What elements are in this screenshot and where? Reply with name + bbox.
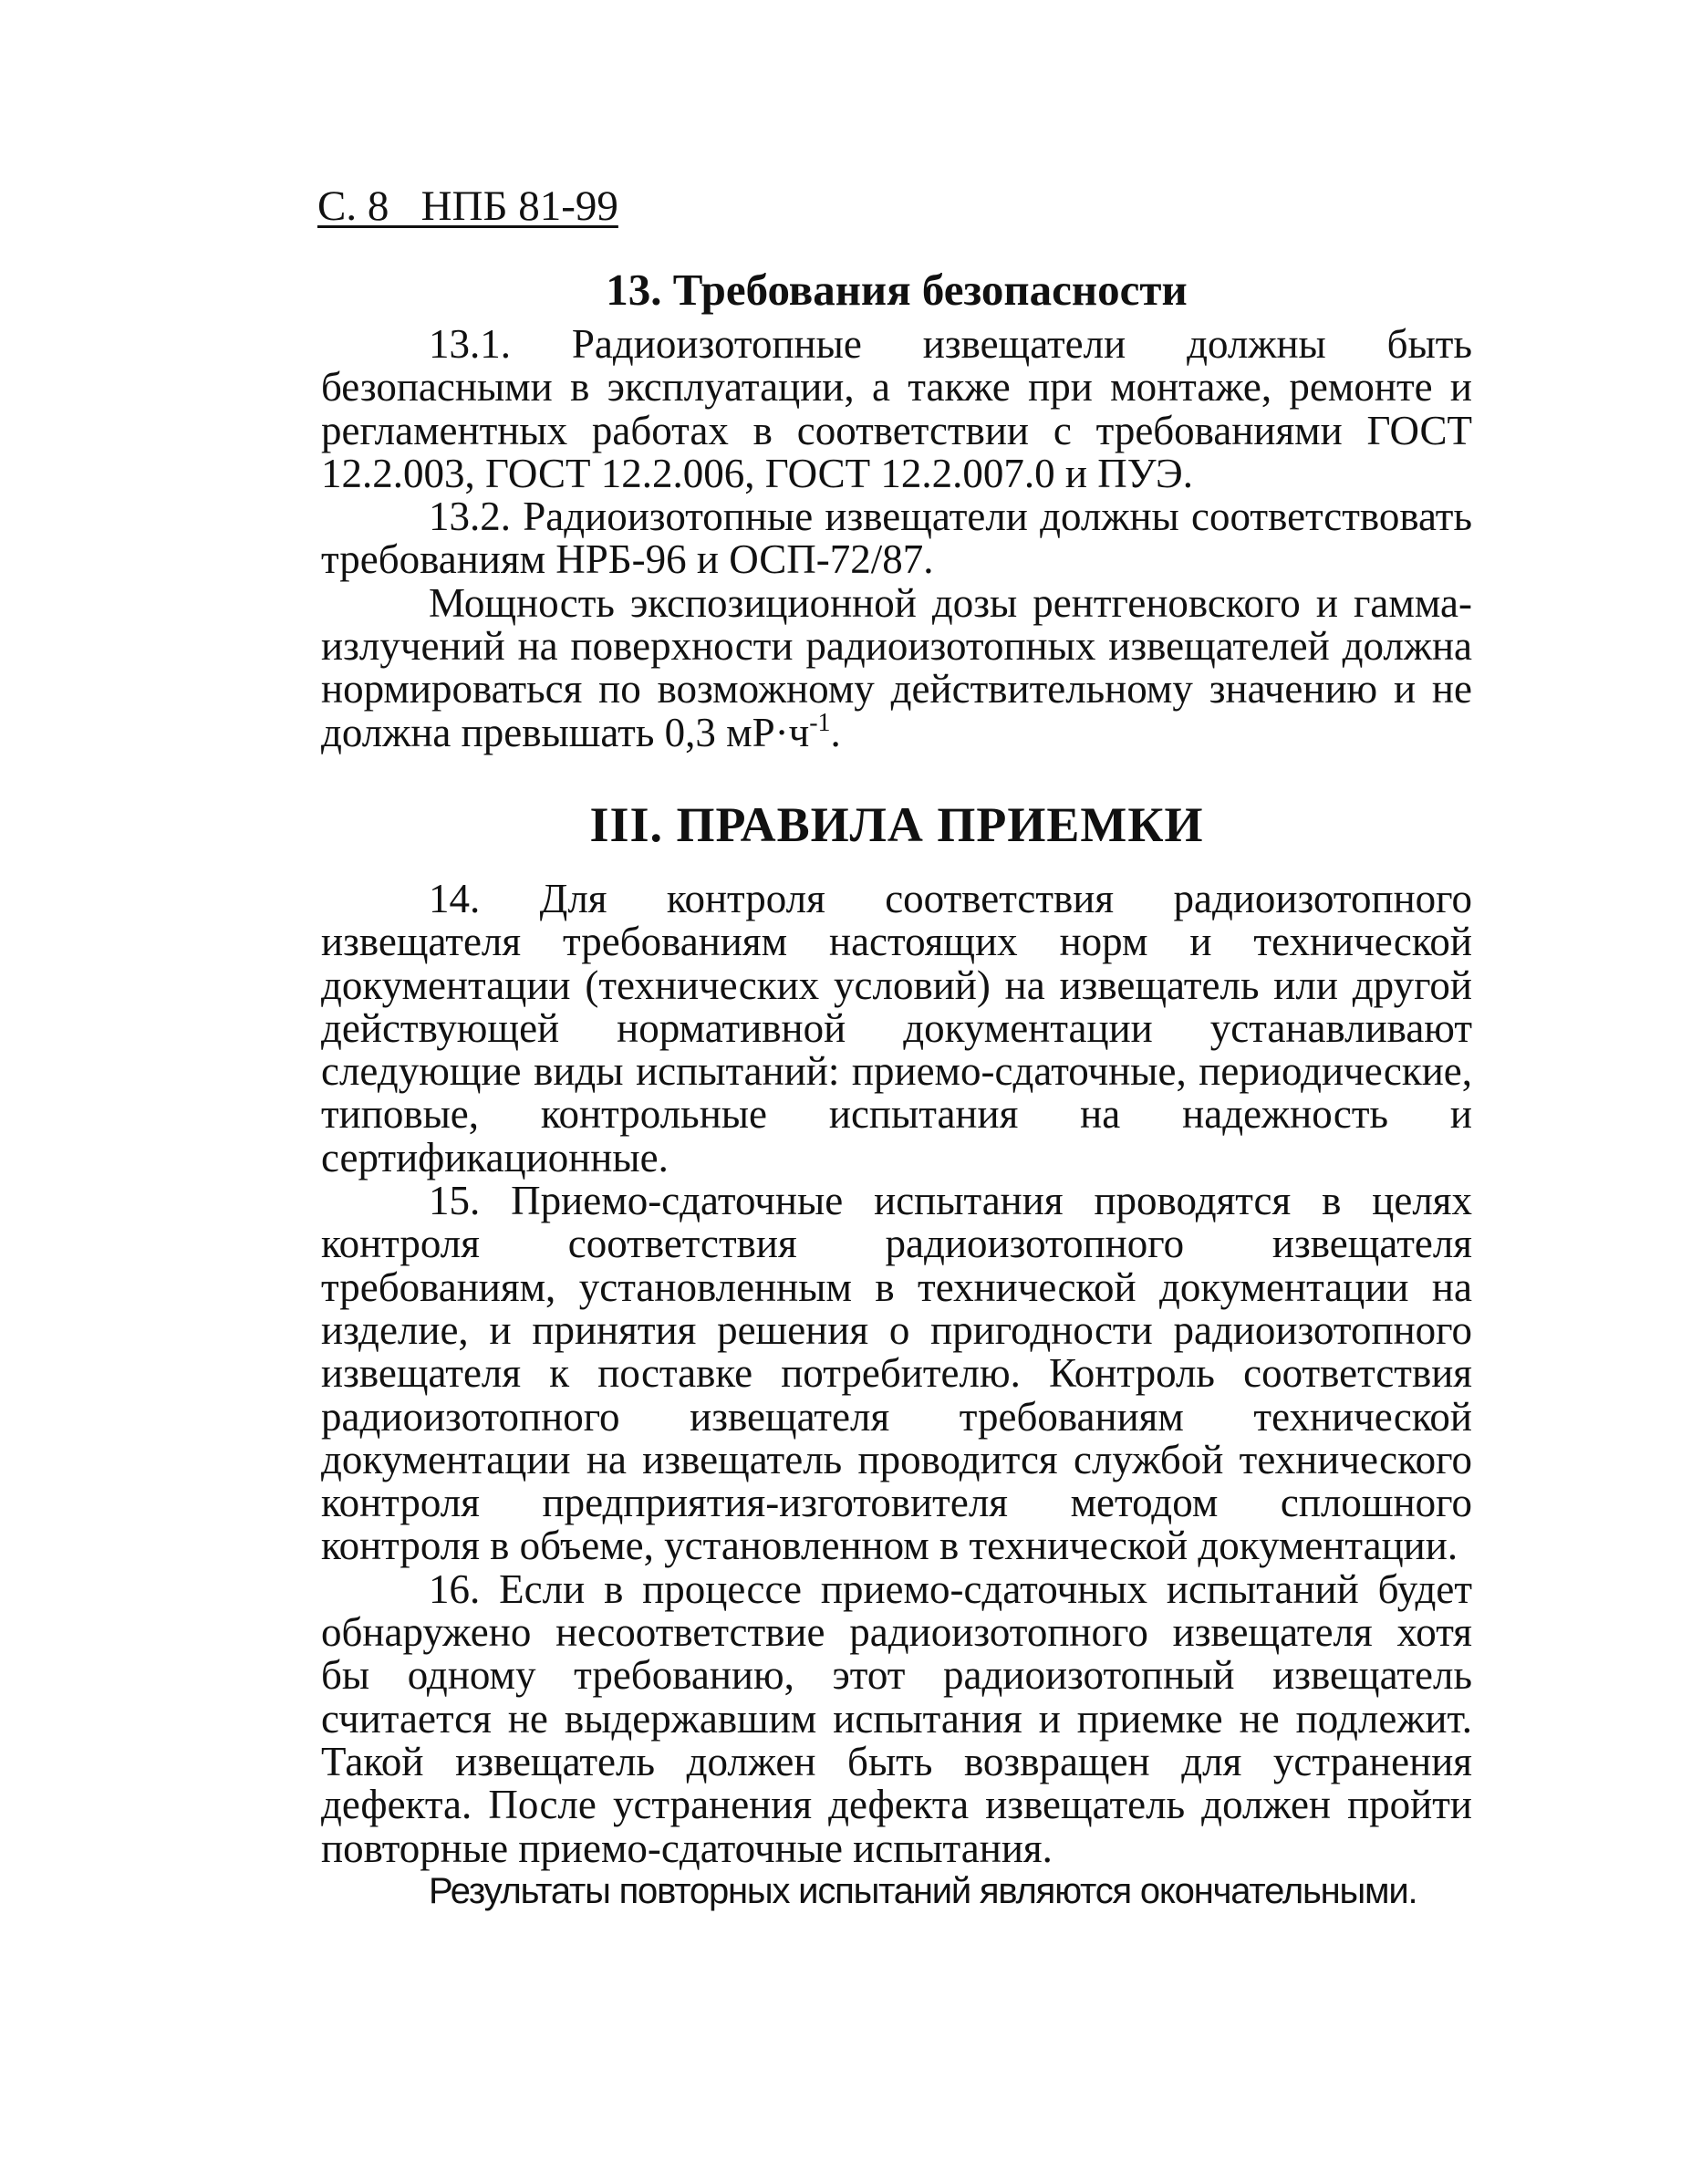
section-3-title: III. ПРАВИЛА ПРИЕМКИ bbox=[589, 797, 1204, 852]
dose-limit-period: . bbox=[830, 709, 841, 755]
paragraph-13-1: 13.1. Радиоизотопные извещатели должны быть безопасными в эксплуатации, а также при монтаже, ремонте и регламентных работах в соответствии с требованиями ГОСТ 12.2.003, ГОСТ 12.2.006, ГОСТ 12.2.007.0 и ПУЭ. bbox=[321, 321, 1472, 496]
section-13-body bbox=[321, 323, 1472, 754]
section-13-title: 13. Требования безопасности bbox=[606, 265, 1188, 315]
paragraph-14: 14. Для контроля соответствия радиоизотопного извещателя требованиям настоящих норм и технической документации (технических условий) на извещатель или другой действующей нормативной документации устанавливают следующие виды испытаний: приемо-сдаточные, периодические, типовые, контрольные испытания на надежность и сертификационные. bbox=[321, 876, 1472, 1180]
paragraph-13-2: 13.2. Радиоизотопные извещатели должны соответствовать требованиям НРБ-96 и ОСП-72/87. bbox=[321, 494, 1472, 583]
page-header: С. 8 НПБ 81-99 bbox=[317, 182, 618, 230]
paragraph-result: Результаты повторных испытаний являются окончательными. bbox=[429, 1870, 1417, 1911]
paragraph-16: 16. Если в процессе приемо-сдаточных испытаний будет обнаружено несоответствие радиоизотопного извещателя хотя бы одному требованию, этот радиоизотопный извещатель считается не выдержавшим испытания и приемке не подлежит. Такой извещатель должен быть возвращен для устранения дефекта. После устранения дефекта извещатель должен пройти повторные приемо-сдаточные испытания. bbox=[321, 1565, 1472, 1871]
paragraph-15: 15. Приемо-сдаточные испытания проводятся в целях контроля соответствия радиоизотопного извещателя требованиям, установленным в технической документации на изделие, и принятия решения о пригодности радиоизотопного извещателя к поставке потребителю. Контроль соответствия радиоизотопного извещателя требованиям технической документации на извещатель проводится службой технического контроля предприятия-изготовителя методом сплошного контроля в объеме, установленном в технической документации. bbox=[321, 1178, 1472, 1569]
section-3-body bbox=[321, 878, 1472, 1913]
dose-limit-exponent: -1 bbox=[809, 708, 831, 737]
dose-limit-text: Мощность экспозиционной дозы рентгеновского и гамма-излучений на поверхности радиоизотопных извещателей должна нормироваться по возможному действительному значению и не должна превышать 0,3 мР·ч bbox=[321, 579, 1472, 755]
paragraph-dose-limit bbox=[321, 579, 1472, 755]
